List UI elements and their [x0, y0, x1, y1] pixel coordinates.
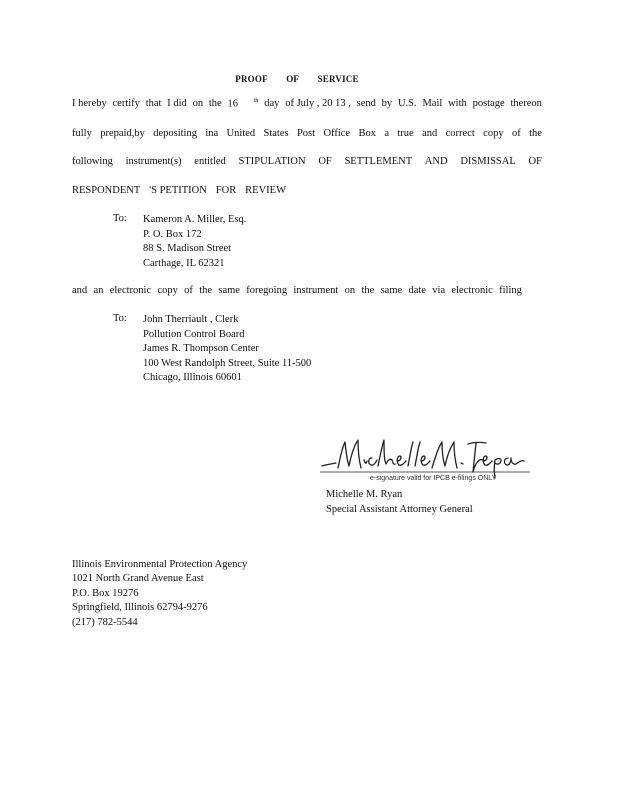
word: States	[263, 128, 289, 139]
word: that	[145, 98, 162, 109]
address-line: John Therriault , Clerk	[143, 314, 239, 325]
title-word: OF	[286, 74, 300, 84]
word: Box	[358, 128, 376, 139]
word: and	[422, 128, 438, 139]
word: entitled	[194, 156, 226, 167]
word: I did	[167, 98, 187, 109]
certify-line-3	[72, 156, 542, 167]
to-label: To:	[113, 313, 127, 324]
word: DISMISSAL	[460, 156, 516, 167]
word: United	[226, 128, 256, 139]
word: of	[184, 285, 193, 296]
word: a	[384, 128, 389, 139]
date-text: of July , 20 13 ,	[285, 98, 351, 109]
recipient-address	[143, 213, 246, 271]
recipient-address	[143, 313, 311, 386]
address-line: Springfield, Illinois 62794-9276	[72, 602, 208, 614]
word: same	[218, 285, 240, 296]
word: Mail	[422, 98, 443, 109]
title-word: PROOF	[235, 74, 268, 84]
address-line: 1021 North Grand Avenue East	[72, 573, 204, 585]
word: electronic	[451, 285, 493, 296]
word: true	[397, 128, 414, 139]
word: OF	[318, 156, 332, 167]
esignature-stamp: e-signature valid for IPCB e-filings ONLY	[370, 475, 497, 482]
ordinal-suffix: th	[253, 98, 259, 104]
handwritten-signature	[318, 430, 534, 484]
word: U.S.	[397, 98, 417, 109]
day-number: 16 $^{th}$	[227, 98, 259, 110]
word: I hereby	[72, 98, 107, 109]
word: the	[529, 128, 542, 139]
word: 'S PETITION	[149, 185, 207, 196]
word: depositing	[153, 128, 197, 139]
address-line: Carthage, IL 62321	[143, 257, 225, 269]
word: on	[192, 98, 204, 109]
title-word: SERVICE	[317, 74, 359, 84]
word: on	[344, 285, 356, 296]
word: prepaid,by	[100, 128, 145, 139]
address-line: Chicago, Illinois 60601	[143, 372, 242, 384]
address-line: James R. Thompson Center	[143, 343, 259, 355]
word: the	[199, 285, 213, 296]
word: SETTLEMENT	[344, 156, 413, 167]
word: date	[408, 285, 426, 296]
word: AND	[424, 156, 448, 167]
address-line: 88 S. Madison Street	[143, 243, 232, 255]
word: with	[448, 98, 467, 109]
signer-position: Special Assistant Attorney General	[326, 504, 473, 515]
phone-number: (217) 782-5544	[72, 616, 138, 628]
word: following	[72, 156, 113, 167]
word: ina	[205, 128, 219, 139]
document-title	[0, 74, 594, 84]
word: copy	[157, 285, 178, 296]
word: fully	[72, 128, 92, 139]
signature-block	[326, 487, 473, 517]
word: instrument	[293, 285, 339, 296]
address-line: P. O. Box 172	[143, 228, 202, 240]
word: via	[432, 285, 446, 296]
word: correct	[445, 128, 475, 139]
signer-name: Michelle M. Ryan	[326, 489, 403, 500]
agency-address	[72, 558, 247, 630]
word: send	[356, 98, 376, 109]
word: electronic	[109, 285, 152, 296]
word: same	[380, 285, 403, 296]
word: copy	[483, 128, 504, 139]
word: REVIEW	[245, 185, 286, 196]
to-label: To:	[113, 213, 127, 224]
certify-line-2	[72, 128, 542, 139]
certify-line-1	[72, 98, 542, 110]
word: certify	[112, 98, 140, 109]
word: the	[361, 285, 375, 296]
word: the	[208, 98, 222, 109]
word: foregoing	[246, 285, 288, 296]
word: and	[72, 285, 88, 296]
word: postage	[472, 98, 505, 109]
word: RESPONDENT	[72, 185, 141, 196]
word: filing	[499, 285, 522, 296]
address-line: Kameron A. Miller, Esq.	[143, 214, 247, 225]
word: Post	[296, 128, 316, 139]
address-line: Pollution Control Board	[143, 328, 245, 340]
word: FOR	[215, 185, 237, 196]
word: STIPULATION	[238, 156, 306, 167]
word: Office	[323, 128, 351, 139]
word: by	[381, 98, 393, 109]
word: an	[93, 285, 104, 296]
address-line: 100 West Randolph Street, Suite 11-500	[143, 357, 312, 369]
word: thereon	[510, 98, 542, 109]
word: day	[264, 98, 280, 109]
address-line: Illinois Environmental Protection Agency	[72, 559, 248, 570]
word: OF	[528, 156, 542, 167]
certify-line-4	[72, 185, 286, 196]
word: of	[511, 128, 521, 139]
word: instrument(s)	[125, 156, 182, 167]
address-line: P.O. Box 19276	[72, 587, 139, 599]
electronic-copy-line	[72, 285, 522, 296]
